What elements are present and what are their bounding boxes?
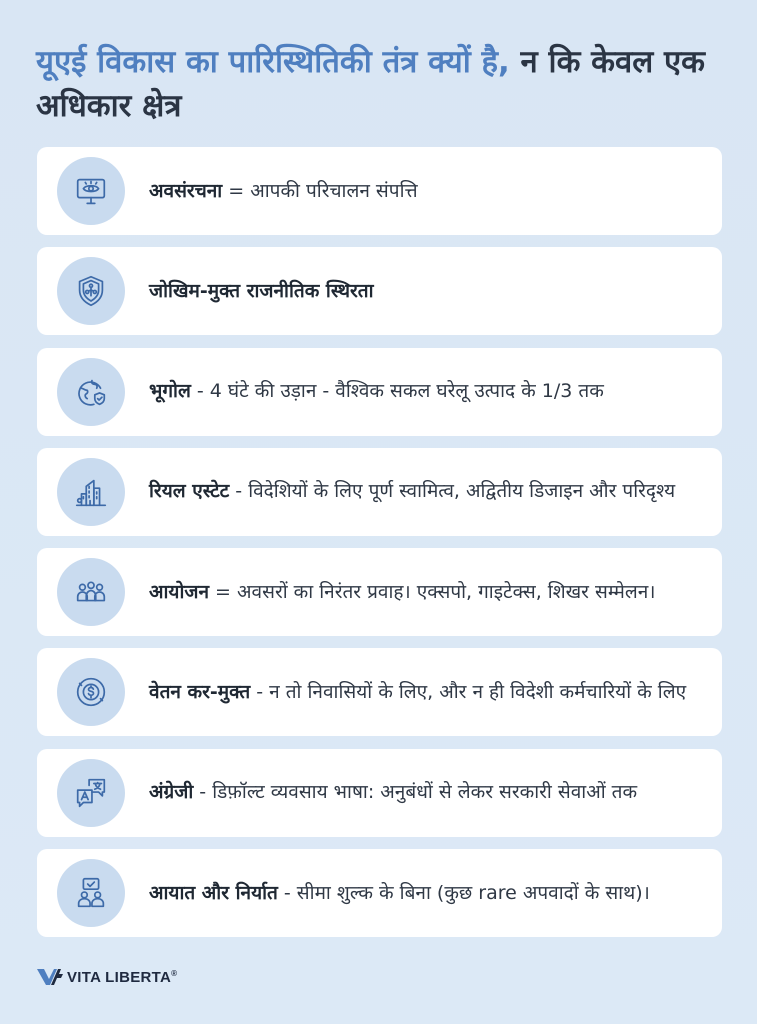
feature-card-infrastructure bbox=[37, 147, 722, 235]
feature-card-stability bbox=[37, 247, 722, 335]
feature-text: रियल एस्टेट - विदेशियों के लिए पूर्ण स्वामित्व, अद्वितीय डिजाइन और परिदृश्य bbox=[149, 480, 676, 503]
dollar-coin-icon bbox=[57, 658, 125, 726]
globe-shield-icon bbox=[57, 358, 125, 426]
feature-list bbox=[37, 147, 722, 949]
brand-logo bbox=[36, 966, 177, 988]
title-highlight: यूएई विकास का पारिस्थितिकी तंत्र क्यों है, bbox=[36, 44, 510, 80]
feature-text: आयोजन = अवसरों का निरंतर प्रवाह। एक्सपो, गाइटेक्स, शिखर सम्मेलन। bbox=[149, 580, 656, 603]
title-rest: न कि केवल एक अधिकार क्षेत्र bbox=[36, 44, 705, 124]
feature-card-geography bbox=[37, 348, 722, 436]
feature-card-trade bbox=[37, 849, 722, 937]
monitor-eye-icon bbox=[57, 157, 125, 225]
feature-card-real-estate bbox=[37, 448, 722, 536]
feature-card-events bbox=[37, 548, 722, 636]
feature-text: जोखिम-मुक्त राजनीतिक स्थिरता bbox=[149, 279, 374, 302]
translate-icon bbox=[57, 759, 125, 827]
feature-card-salary bbox=[37, 648, 722, 736]
page-title bbox=[36, 40, 726, 128]
feature-text: वेतन कर-मुक्त - न तो निवासियों के लिए, और न ही विदेशी कर्मचारियों के लिए bbox=[149, 680, 687, 703]
feature-text: अवसंरचना = आपकी परिचालन संपत्ति bbox=[149, 179, 418, 202]
feature-text: भूगोल - 4 घंटे की उड़ान - वैश्विक सकल घरेलू उत्पाद के 1/3 तक bbox=[149, 380, 604, 403]
shield-network-icon bbox=[57, 257, 125, 325]
people-group-icon bbox=[57, 558, 125, 626]
feature-card-english bbox=[37, 749, 722, 837]
meeting-icon bbox=[57, 859, 125, 927]
buildings-icon bbox=[57, 458, 125, 526]
vita-liberta-logo-icon bbox=[36, 966, 64, 988]
feature-text: अंग्रेजी - डिफ़ॉल्ट व्यवसाय भाषा: अनुबंधों से लेकर सरकारी सेवाओं तक bbox=[149, 781, 638, 804]
brand-name: VITA LIBERTA® bbox=[67, 968, 178, 986]
feature-text: आयात और निर्यात - सीमा शुल्क के बिना (कुछ rare अपवादों के साथ)। bbox=[149, 881, 650, 904]
